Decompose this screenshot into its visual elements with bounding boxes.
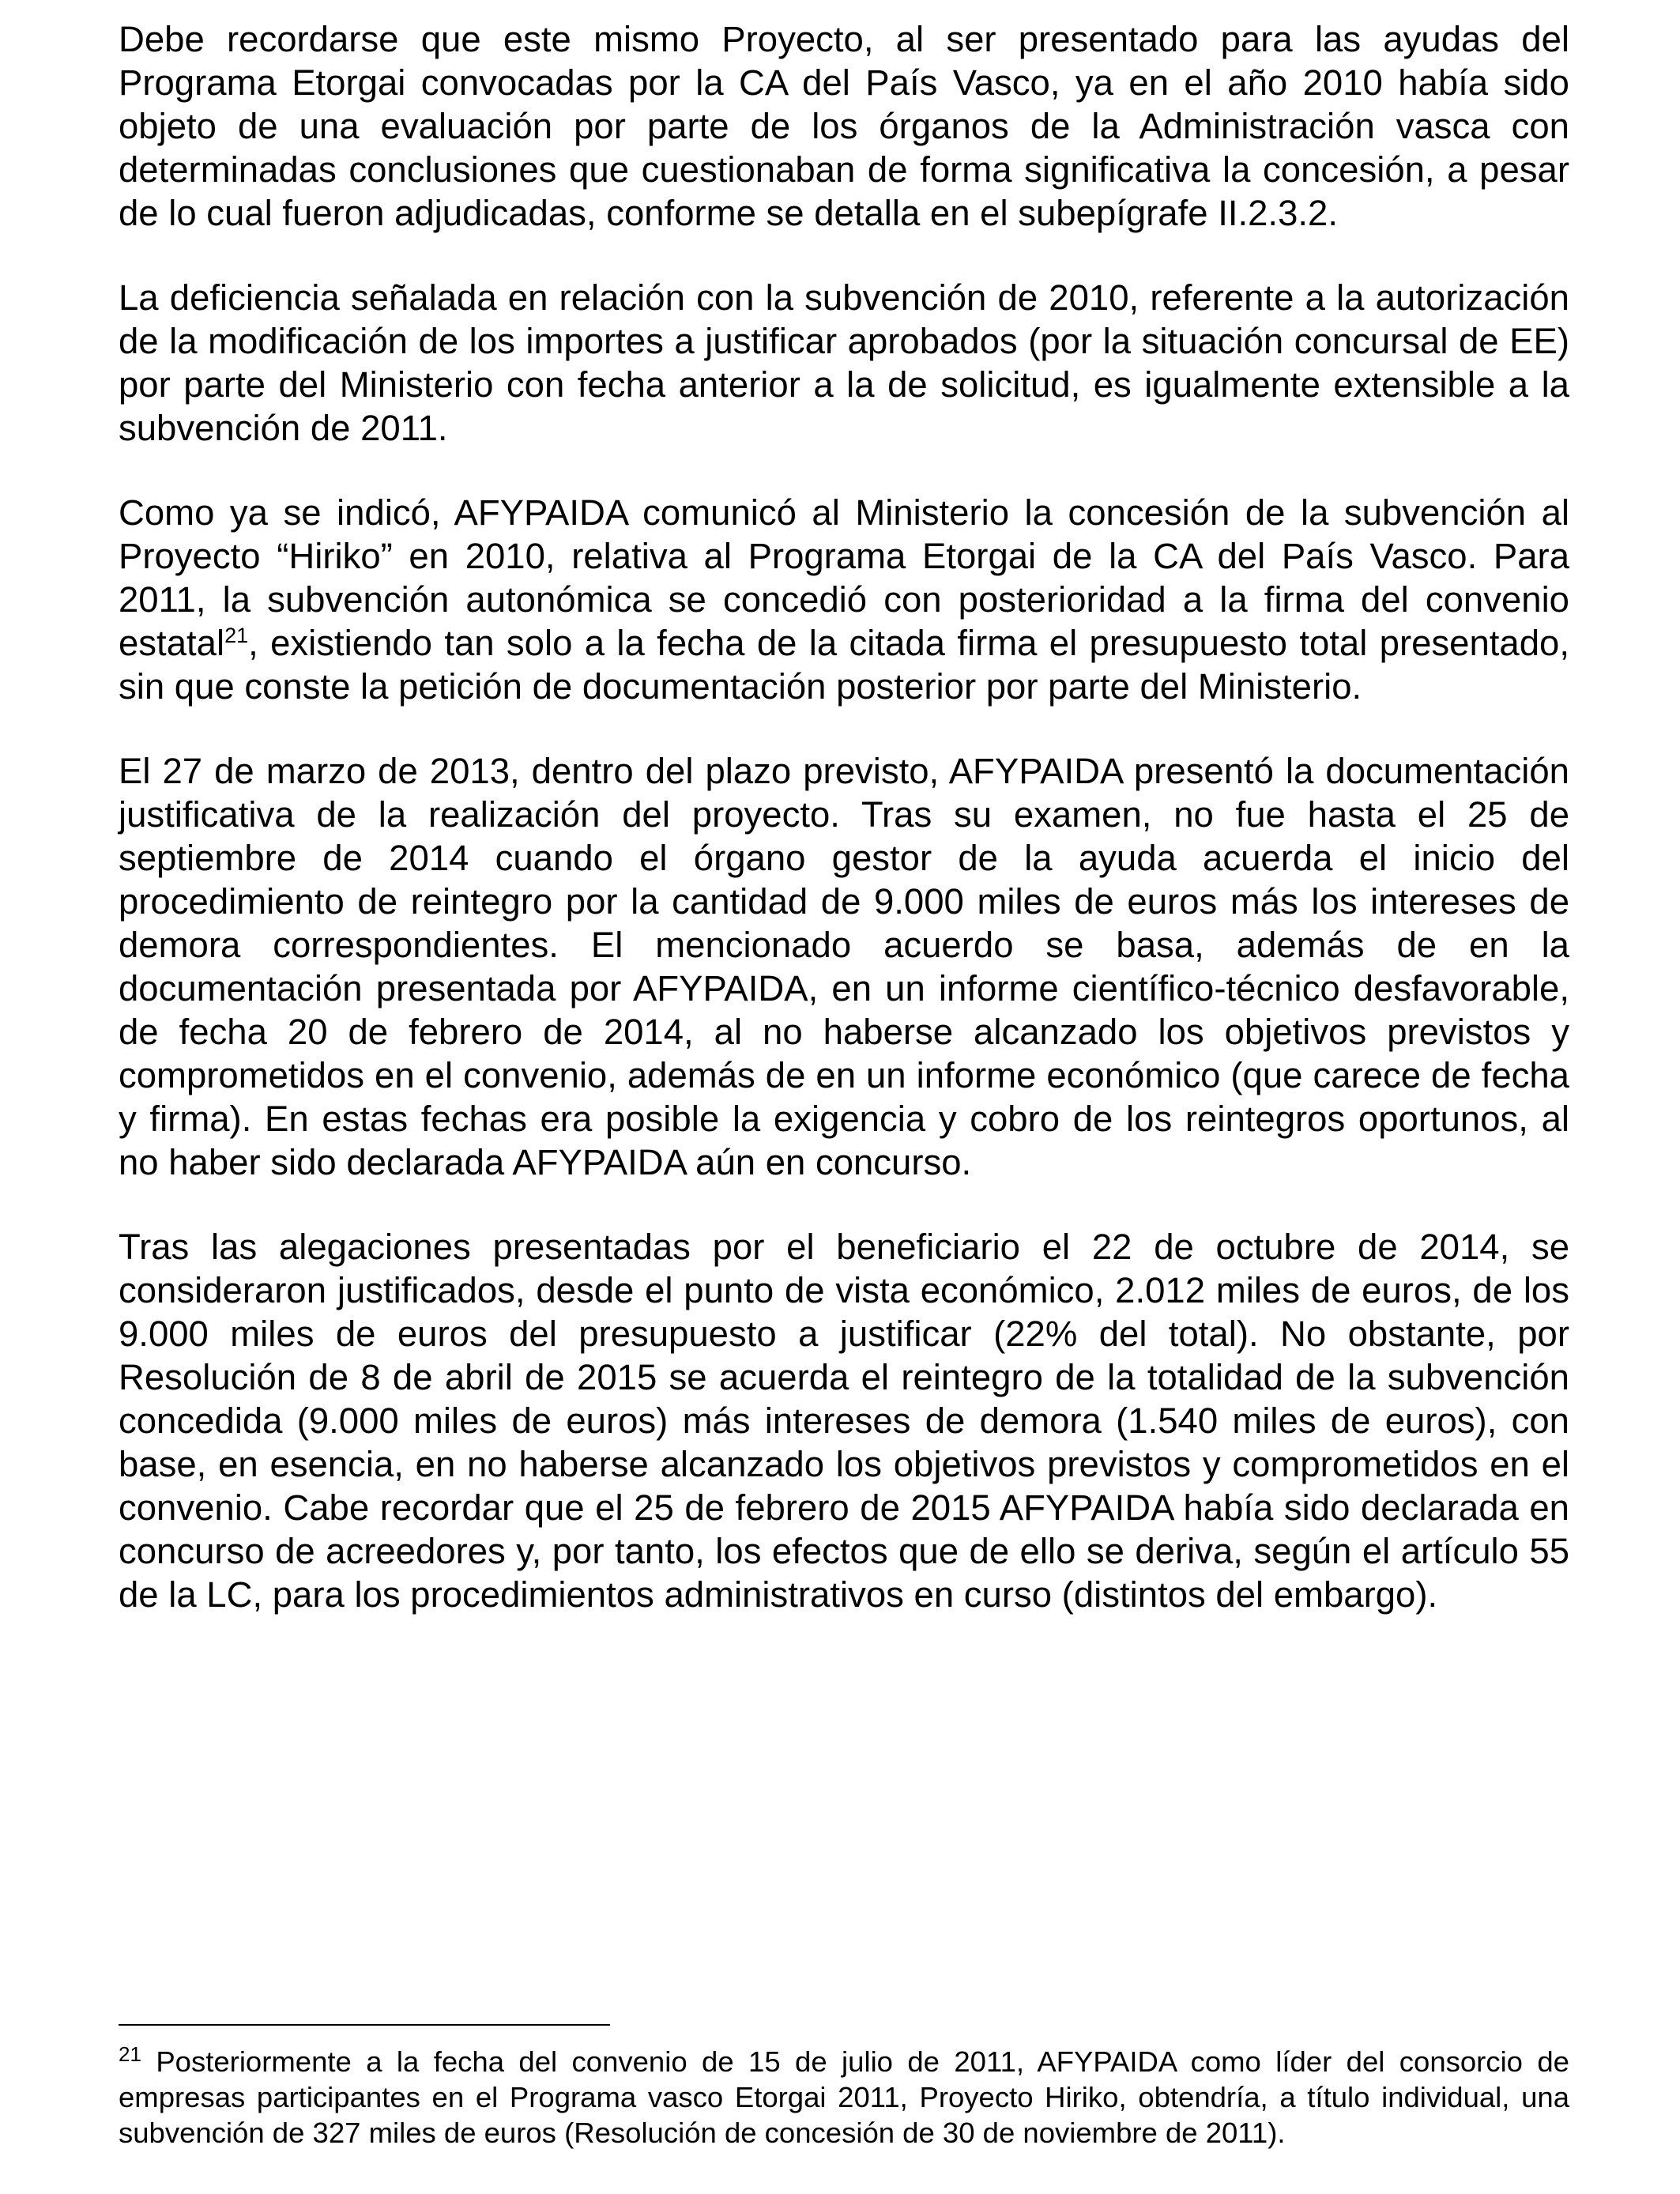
footnote-21 (119, 2041, 1569, 2151)
document-body (119, 17, 1569, 1657)
paragraph-text-before-ref: Como ya se indicó, AFYPAIDA comunicó al Ministerio la concesión de la subvención al Proyecto “Hiriko” en 2010, relativa al Programa Etorgai de la CA del País Vasco. Para 2011, la subvención autonómica se concedió con posterioridad a la firma del convenio estatal (119, 492, 1569, 663)
paragraph-hiriko-communication (119, 491, 1569, 708)
paragraph-allegations-2014: Tras las alegaciones presentadas por el beneficiario el 22 de octubre de 2014, se consideraron justificados, desde el punto de vista económico, 2.012 miles de euros, de los 9.000 miles de euros del presupuesto a justificar (22% del total). No obstante, por Resolución de 8 de abril de 2015 se acuerda el reintegro de la totalidad de la subvención concedida (9.000 miles de euros) más intereses de demora (1.540 miles de euros), con base, en esencia, en no haberse alcanzado los objetivos previstos y comprometidos en el convenio. Cabe recordar que el 25 de febrero de 2015 AFYPAIDA había sido declarada en concurso de acreedores y, por tanto, los efectos que de ello se deriva, según el artículo 55 de la LC, para los procedimientos administrativos en curso (distintos del embargo). (119, 1227, 1569, 1615)
paragraph-text-after-ref: , existiendo tan solo a la fecha de la citada firma el presupuesto total presentado, sin que conste la petición de documentación posterior por parte del Ministerio. (119, 623, 1569, 707)
paragraph-justification-2013: El 27 de marzo de 2013, dentro del plazo previsto, AFYPAIDA presentó la documentación justificativa de la realización del proyecto. Tras su examen, no fue hasta el 25 de septiembre de 2014 cuando el órgano gestor de la ayuda acuerda el inicio del procedimiento de reintegro por la cantidad de 9.000 miles de euros más los intereses de demora correspondientes. El mencionado acuerdo se basa, además de en la documentación presentada por AFYPAIDA, en un informe científico-técnico desfavorable, de fecha 20 de febrero de 2014, al no haberse alcanzado los objetivos previstos y comprometidos en el convenio, además de en un informe económico (que carece de fecha y firma). En estas fechas era posible la exigencia y cobro de los reintegros oportunos, al no haber sido declarada AFYPAIDA aún en concurso. (119, 751, 1569, 1182)
footnote-separator (119, 2024, 610, 2026)
footnote-number: 21 (119, 2041, 141, 2066)
footnote-text: Posteriormente a la fecha del convenio de 15 de julio de 2011, AFYPAIDA como líder del consorcio de empresas participantes en el Programa vasco Etorgai 2011, Proyecto Hiriko, obtendría, a título individual, una subvención de 327 miles de euros (Resolución de concesión de 30 de noviembre de 2011). (119, 2045, 1569, 2149)
footnote-reference[interactable]: 21 (224, 623, 249, 647)
paragraph-etorgai-evaluation: Debe recordarse que este mismo Proyecto, al ser presentado para las ayudas del Programa Etorgai convocadas por la CA del País Vasco, ya en el año 2010 había sido objeto de una evaluación por parte de los órganos de la Administración vasca con determinadas conclusiones que cuestionaban de forma significativa la concesión, a pesar de lo cual fueron adjudicadas, conforme se detalla en el subepígrafe II.2.3.2. (119, 19, 1569, 233)
paragraph-deficiency-2010: La deficiencia señalada en relación con la subvención de 2010, referente a la autorización de la modificación de los importes a justificar aprobados (por la situación concursal de EE) por parte del Ministerio con fecha anterior a la de solicitud, es igualmente extensible a la subvención de 2011. (119, 277, 1569, 448)
